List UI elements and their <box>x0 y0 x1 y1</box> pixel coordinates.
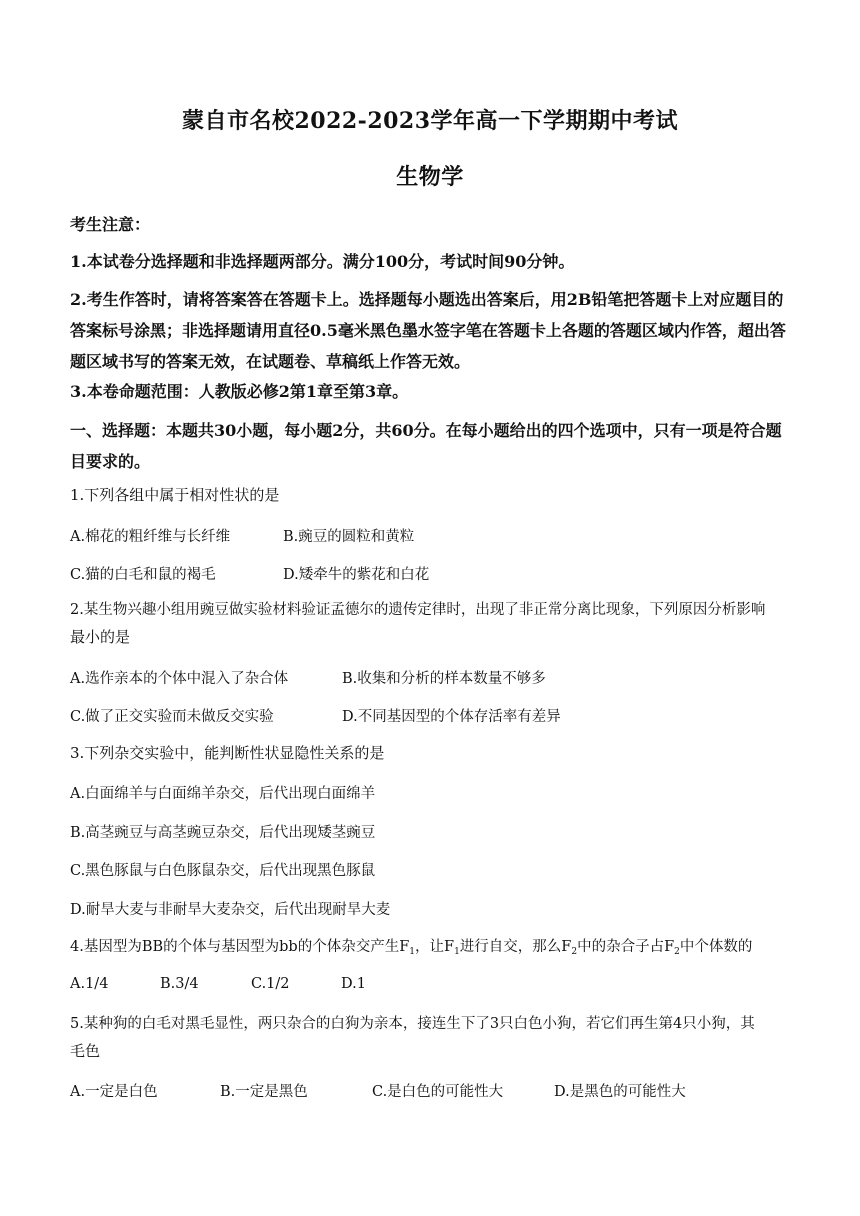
question-4-stem-part-4: 中的杂合子占F <box>577 939 675 955</box>
question-3-option-b: B.高茎豌豆与高茎豌豆杂交，后代出现矮茎豌豆 <box>70 825 376 841</box>
question-4-option-a: A.1/4 <box>70 976 109 992</box>
question-3-option-c: C.黑色豚鼠与白色豚鼠杂交，后代出现黑色豚鼠 <box>70 863 376 879</box>
f1-subscript: 1 <box>454 947 460 957</box>
section-heading: 一、选择题：本题共30小题，每小题2分，共60分。在每小题给出的四个选项中，只有一项是符合题目要求的。 <box>70 421 782 471</box>
exam-title: 蒙自市名校2022-2023学年高一下学期期中考试 <box>181 108 679 134</box>
question-2-stem-line-1: 2.某生物兴趣小组用豌豆做实验材料验证孟德尔的遗传定律时，出现了非正常分离比现象，下列原因分析影响 <box>70 602 766 618</box>
question-4-stem-part-5: 中个体数的 <box>679 939 753 955</box>
question-4-stem <box>70 937 800 962</box>
notice-heading: 考生注意： <box>70 215 151 234</box>
question-2-option-b: B.收集和分析的样本数量不够多 <box>342 671 546 687</box>
f1-subscript: 1 <box>409 947 416 957</box>
question-2-stem-line-2: 最小的是 <box>70 628 131 646</box>
question-1-option-c: C.猫的白毛和鼠的褐毛 <box>70 567 216 583</box>
question-3-option-d: D.耐旱大麦与非耐旱大麦杂交，后代出现耐旱大麦 <box>70 902 391 918</box>
question-2-option-a: A.选作亲本的个体中混入了杂合体 <box>70 671 289 687</box>
question-4-stem-part-1: 4.基因型为BB的个体与基因型为bb的个体杂交产生F <box>70 939 410 955</box>
question-1-stem: 1.下列各组中属于相对性状的是 <box>70 486 280 504</box>
question-4-stem-part-3: 进行自交，那么F <box>459 939 572 955</box>
notice-item-2: 2.考生作答时，请将答案答在答题卡上。选择题每小题选出答案后，用2B铅笔把答题卡上对应题目的答案标号涂黑；非选择题请用直径0.5毫米黑色墨水签字笔在答题卡上各题的答题区域内作答，超出答题区域书写的答案无效，在试题卷、草稿纸上作答无效。 <box>70 290 786 371</box>
question-1-option-a: A.棉花的粗纤维与长纤维 <box>70 529 231 545</box>
question-1-option-b: B.豌豆的圆粒和黄粒 <box>283 529 415 545</box>
f2-subscript: 2 <box>674 947 680 957</box>
question-4-option-b: B.3/4 <box>160 976 199 992</box>
question-4-option-d: D.1 <box>341 976 366 992</box>
question-5-option-b: B.一定是黑色 <box>220 1084 308 1100</box>
notice-item-1: 1.本试卷分选择题和非选择题两部分。满分100分，考试时间90分钟。 <box>70 252 575 271</box>
notice-item-3: 3.本卷命题范围：人教版必修2第1章至第3章。 <box>70 382 409 401</box>
question-1-option-d: D.矮牵牛的紫花和白花 <box>283 567 430 583</box>
question-5-stem-line-2: 毛色 <box>70 1042 101 1060</box>
question-5-stem-line-1: 5.某种狗的白毛对黑毛显性，两只杂合的白狗为亲本，接连生下了3只白色小狗，若它们再生第4只小狗，其 <box>70 1016 755 1032</box>
question-2-option-d: D.不同基因型的个体存活率有差异 <box>342 709 561 725</box>
question-5-option-a: A.一定是白色 <box>70 1084 158 1100</box>
question-5-option-d: D.是黑色的可能性大 <box>554 1084 686 1100</box>
question-3-option-a: A.白面绵羊与白面绵羊杂交，后代出现白面绵羊 <box>70 786 376 802</box>
question-4-option-c: C.1/2 <box>251 976 290 992</box>
question-2-option-c: C.做了正交实验而未做反交实验 <box>70 709 274 725</box>
question-4-stem-part-2: ，让F <box>415 939 455 955</box>
question-3-stem: 3.下列杂交实验中，能判断性状显隐性关系的是 <box>70 744 385 762</box>
subject-title: 生物学 <box>396 164 464 190</box>
f2-subscript: 2 <box>571 947 578 957</box>
question-5-option-c: C.是白色的可能性大 <box>372 1084 504 1100</box>
